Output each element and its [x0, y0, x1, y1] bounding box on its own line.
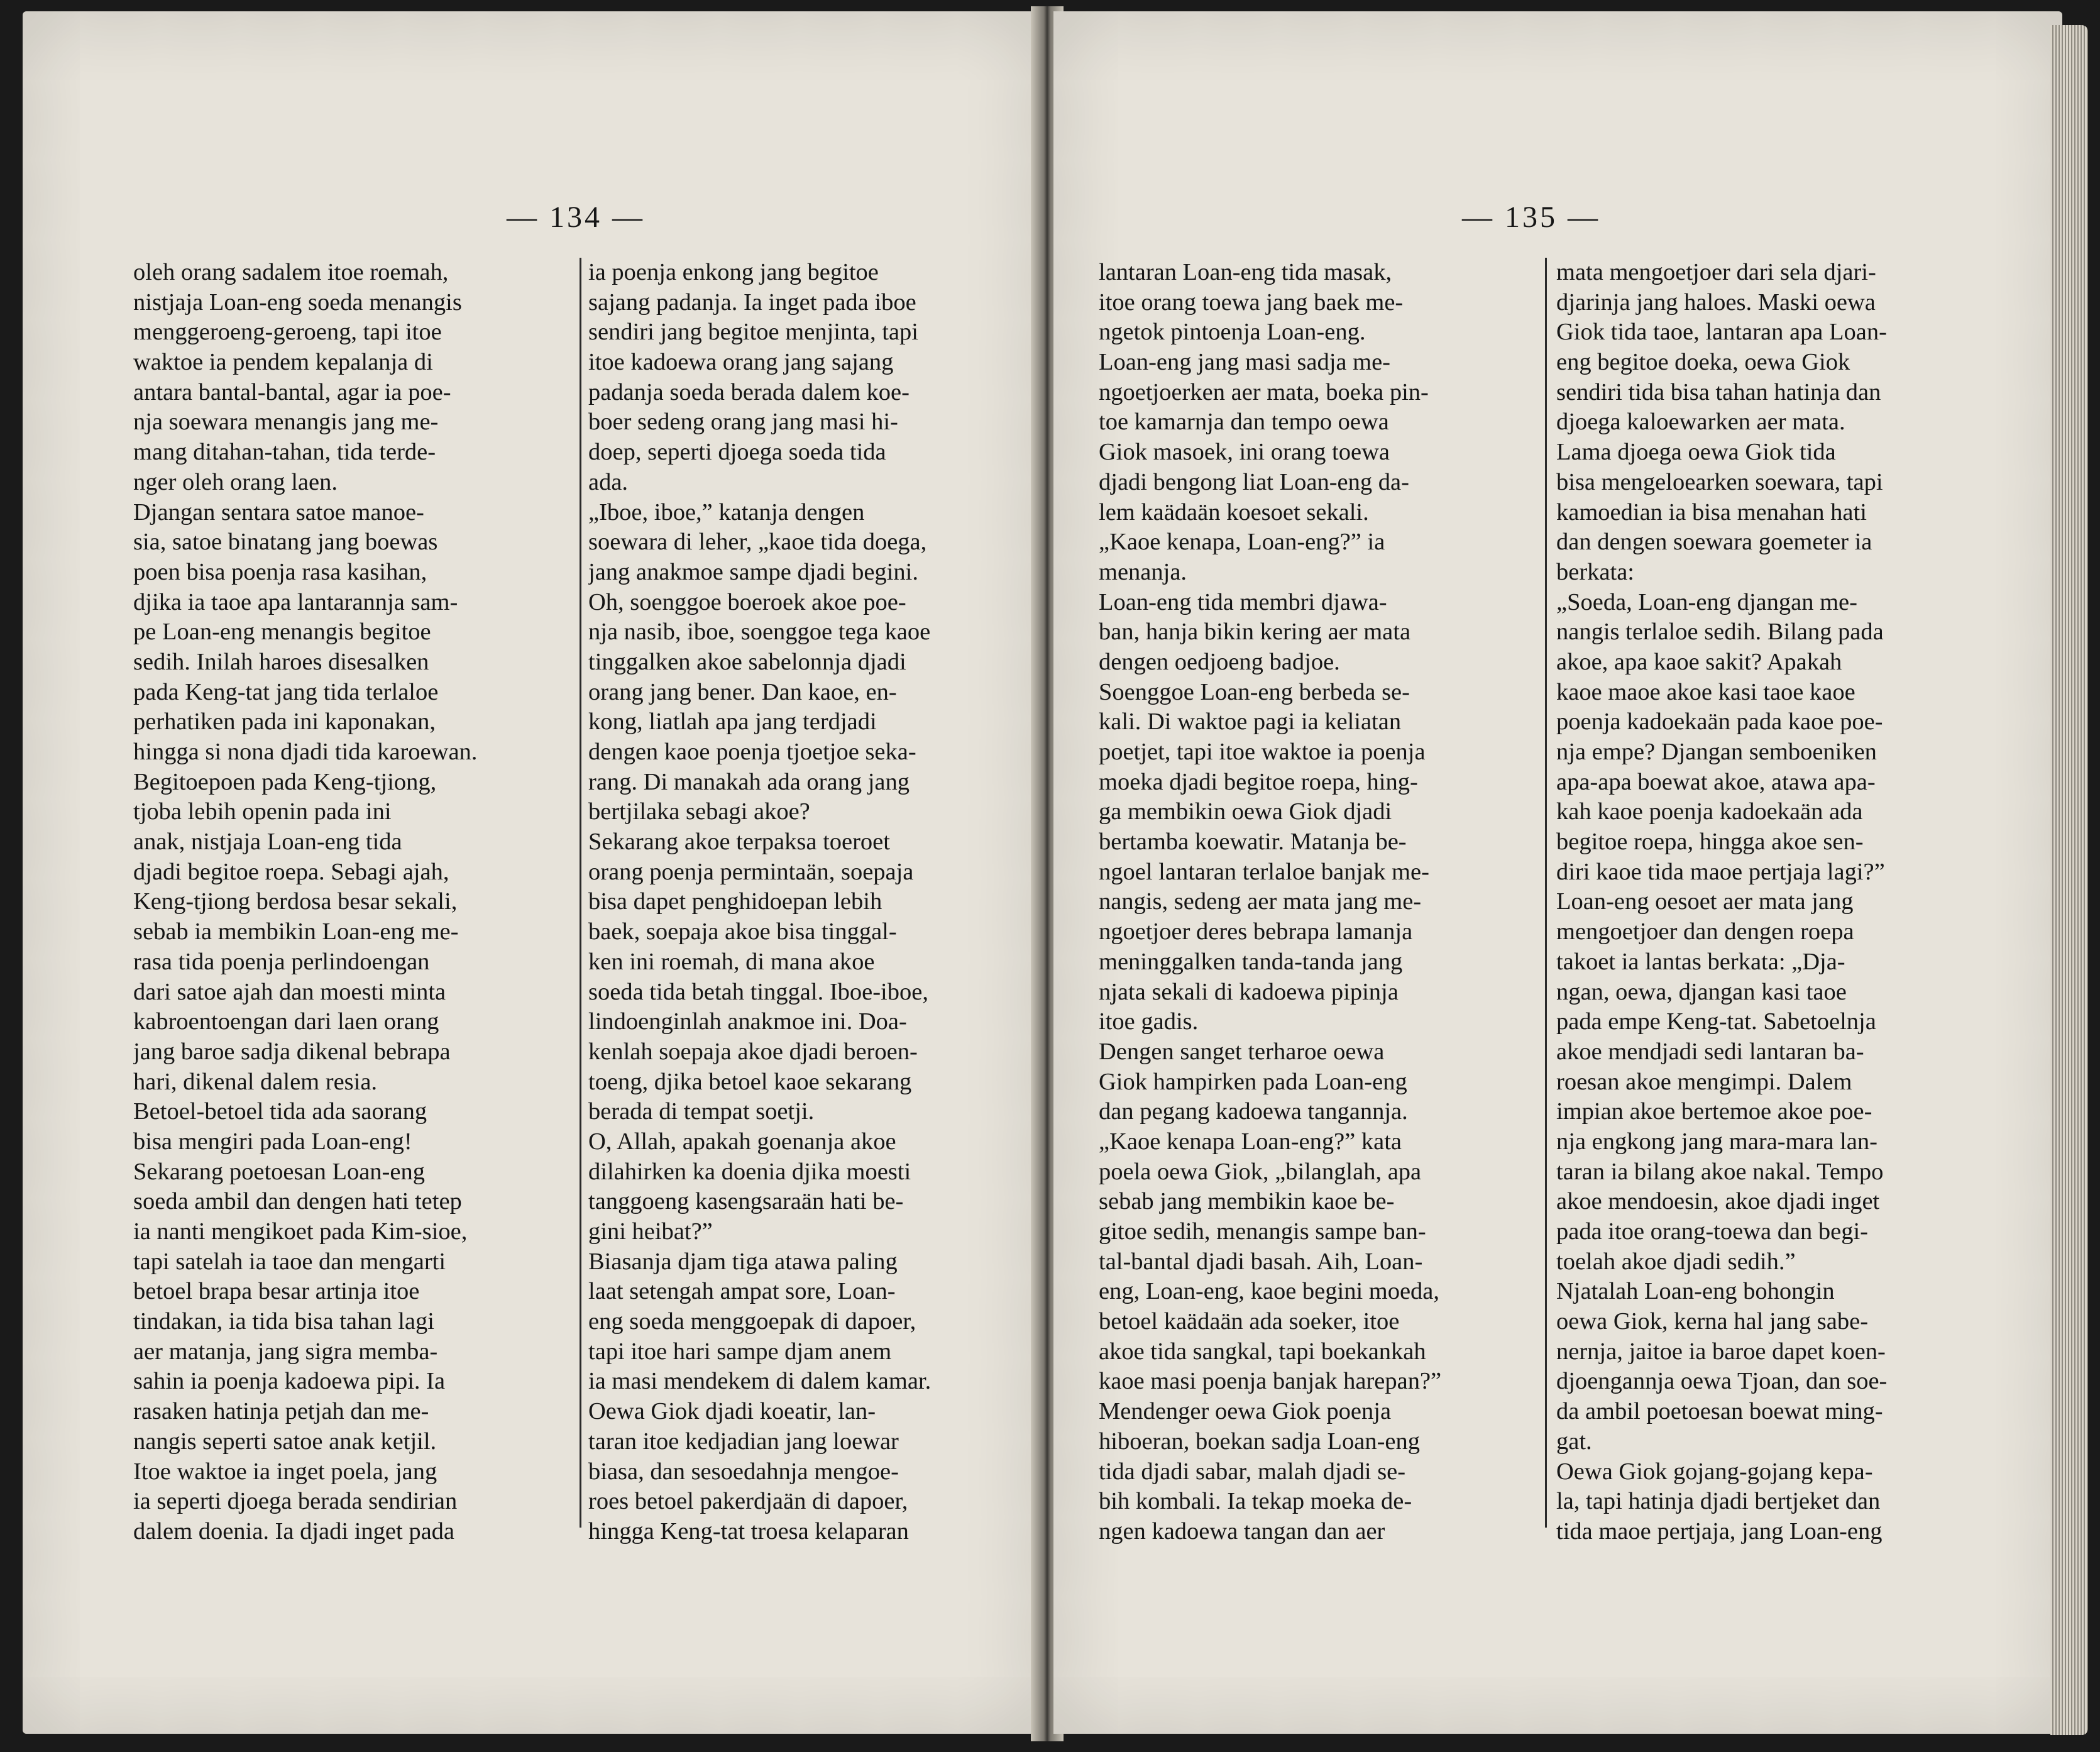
text-line: tanggoeng kasengsaraän hati be-: [588, 1188, 904, 1215]
text-line: bertamba koewatir. Matanja be-: [1099, 829, 1407, 856]
page-number-135: — 135 —: [1462, 201, 1600, 234]
text-line: nangis, sedeng aer mata jang me-: [1099, 888, 1422, 915]
text-line: sedih. Inilah haroes disesalken: [133, 648, 429, 675]
text-line: Giok hampirken pada Loan-eng: [1099, 1068, 1407, 1095]
text-line: tapi satelah ia taoe dan mengarti: [133, 1248, 446, 1275]
text-line: poen bisa poenja rasa kasihan,: [133, 558, 427, 585]
text-line: Dengen sanget terharoe oewa: [1099, 1038, 1385, 1065]
text-line: Lama djoega oewa Giok tida: [1556, 439, 1836, 466]
text-line: tal-bantal djadi basah. Aih, Loan-: [1099, 1248, 1423, 1275]
text-line: jang baroe sadja dikenal bebrapa: [133, 1038, 451, 1065]
text-line: ngetok pintoenja Loan-eng.: [1099, 319, 1366, 346]
text-line: anak, nistjaja Loan-eng tida: [133, 829, 402, 856]
text-line: kaoe masi poenja banjak harepan?”: [1099, 1368, 1442, 1395]
text-line: dan pegang kadoewa tangannja.: [1099, 1098, 1408, 1125]
text-line: meninggalken tanda-tanda jang: [1099, 948, 1403, 975]
text-line: djika ia taoe apa lantarannja sam-: [133, 588, 458, 615]
text-line: lem kaädaän koesoet sekali.: [1099, 499, 1369, 526]
text-line: akoe tida sangkal, tapi boekankah: [1099, 1338, 1426, 1365]
text-line: orang jang bener. Dan kaoe, en-: [588, 678, 897, 705]
text-line: Soenggoe Loan-eng berbeda se-: [1099, 678, 1410, 705]
text-line: Sekarang poetoesan Loan-eng: [133, 1158, 425, 1185]
text-line: menanja.: [1099, 558, 1187, 585]
text-line: rasa tida poenja perlindoengan: [133, 948, 430, 975]
text-line: nja engkong jang mara-mara lan-: [1556, 1128, 1877, 1155]
text-line: Giok masoek, ini orang toewa: [1099, 439, 1390, 466]
text-line: berada di tempat soetji.: [588, 1098, 815, 1125]
text-line: poela oewa Giok, „bilanglah, apa: [1099, 1158, 1422, 1185]
text-line: akoe, apa kaoe sakit? Apakah: [1556, 648, 1842, 675]
text-line: Oewa Giok djadi koeatir, lan-: [588, 1398, 876, 1425]
text-line: hiboeran, boekan sadja Loan-eng: [1099, 1428, 1420, 1455]
page-edges: [2050, 25, 2088, 1735]
right-page-column-2: [1556, 258, 1990, 1547]
text-line: akoe mendoesin, akoe djadi inget: [1556, 1188, 1880, 1215]
text-line: ia nanti mengikoet pada Kim-sioe,: [133, 1218, 468, 1245]
text-line: Loan-eng jang masi sadja me-: [1099, 349, 1390, 376]
text-line: poenja kadoekaän pada kaoe poe-: [1556, 708, 1883, 736]
text-line: taran itoe kedjadian jang loewar: [588, 1428, 899, 1455]
text-line: sebab jang membikin kaoe be-: [1099, 1188, 1395, 1215]
text-line: waktoe ia pendem kepalanja di: [133, 349, 433, 376]
text-line: tida djadi sabar, malah djadi se-: [1099, 1458, 1406, 1485]
text-line: antara bantal-bantal, agar ia poe-: [133, 378, 451, 405]
text-line: O, Allah, apakah goenanja akoe: [588, 1128, 896, 1155]
text-line: itoe orang toewa jang baek me-: [1099, 289, 1404, 316]
text-line: eng begitoe doeka, oewa Giok: [1556, 349, 1850, 376]
text-line: ngen kadoewa tangan dan aer: [1099, 1518, 1385, 1545]
text-line: nja empe? Djangan semboeniken: [1556, 739, 1877, 765]
text-line: nger oleh orang laen.: [133, 468, 338, 495]
text-line: betoel brapa besar artinja itoe: [133, 1278, 420, 1305]
text-line: takoet ia lantas berkata: „Dja-: [1556, 948, 1845, 975]
text-line: njata sekali di kadoewa pipinja: [1099, 978, 1399, 1005]
text-line: apa-apa boewat akoe, atawa apa-: [1556, 768, 1876, 795]
text-line: dengen kaoe poenja tjoetjoe seka-: [588, 739, 916, 765]
text-line: mengoetjoer dan dengen roepa: [1556, 918, 1854, 945]
text-line: dengen oedjoeng badjoe.: [1099, 648, 1340, 675]
text-line: djoengannja oewa Tjoan, dan soe-: [1556, 1368, 1888, 1395]
text-line: sahin ia poenja kadoewa pipi. Ia: [133, 1368, 446, 1395]
text-line: roesan akoe mengimpi. Dalem: [1556, 1068, 1852, 1095]
text-line: Betoel-betoel tida ada saorang: [133, 1098, 427, 1125]
text-line: ia masi mendekem di dalem kamar.: [588, 1368, 932, 1395]
text-line: sendiri jang begitoe menjinta, tapi: [588, 319, 918, 346]
text-line: kamoedian ia bisa menahan hati: [1556, 499, 1867, 526]
text-line: sendiri tida bisa tahan hatinja dan: [1556, 378, 1881, 405]
text-line: hingga si nona djadi tida karoewan.: [133, 739, 478, 765]
text-line: „Kaoe kenapa, Loan-eng?” ia: [1099, 529, 1385, 556]
text-line: oewa Giok, kerna hal jang sabe-: [1556, 1308, 1869, 1335]
text-line: poetjet, tapi itoe waktoe ia poenja: [1099, 739, 1426, 765]
text-line: nangis seperti satoe anak ketjil.: [133, 1428, 437, 1455]
text-line: Loan-eng tida membri djawa-: [1099, 588, 1387, 615]
text-line: dilahirken ka doenia djika moesti: [588, 1158, 911, 1185]
text-line: ban, hanja bikin kering aer mata: [1099, 619, 1411, 646]
text-line: begitoe roepa, hingga akoe sen-: [1556, 829, 1864, 856]
text-line: mang ditahan-tahan, tida terde-: [133, 439, 436, 466]
text-line: dalem doenia. Ia djadi inget pada: [133, 1518, 454, 1545]
text-line: Itoe waktoe ia inget poela, jang: [133, 1458, 437, 1485]
text-line: soeda tida betah tinggal. Iboe-iboe,: [588, 978, 928, 1005]
text-line: akoe mendjadi sedi lantaran ba-: [1556, 1038, 1864, 1065]
text-line: hingga Keng-tat troesa kelaparan: [588, 1518, 909, 1545]
text-line: ngoetjoer deres bebrapa lamanja: [1099, 918, 1413, 945]
text-line: ngan, oewa, djangan kasi taoe: [1556, 978, 1847, 1005]
text-line: bisa mengiri pada Loan-eng!: [133, 1128, 412, 1155]
text-line: toeng, djika betoel kaoe sekarang: [588, 1068, 912, 1095]
text-line: bertjilaka sebagi akoe?: [588, 798, 810, 825]
text-line: ngoel lantaran terlaloe banjak me-: [1099, 858, 1429, 885]
column-rule: [1545, 258, 1547, 1528]
text-line: nistjaja Loan-eng soeda menangis: [133, 289, 462, 316]
text-line: pada Keng-tat jang tida terlaloe: [133, 678, 439, 705]
text-line: ngoetjoerken aer mata, boeka pin-: [1099, 378, 1429, 405]
left-page-column-1: [133, 258, 573, 1547]
text-line: „Iboe, iboe,” katanja dengen: [588, 499, 865, 526]
text-line: kabroentoengan dari laen orang: [133, 1008, 439, 1035]
text-line: eng soeda menggoepak di dapoer,: [588, 1308, 916, 1335]
text-line: gat.: [1556, 1428, 1592, 1455]
text-line: dari satoe ajah dan moesti minta: [133, 978, 446, 1005]
left-page: [23, 11, 1041, 1734]
text-line: moeka djadi begitoe roepa, hing-: [1099, 768, 1418, 795]
text-line: ia poenja enkong jang begitoe: [588, 259, 879, 285]
text-line: nja nasib, iboe, soenggoe tega kaoe: [588, 619, 931, 646]
text-line: djoega kaloewarken aer mata.: [1556, 409, 1845, 436]
text-line: orang poenja permintaän, soepaja: [588, 858, 914, 885]
text-line: Sekarang akoe terpaksa toeroet: [588, 829, 890, 856]
text-line: djadi begitoe roepa. Sebagi ajah,: [133, 858, 449, 885]
left-page-column-2: [588, 258, 1016, 1547]
text-line: doep, seperti djoega soeda tida: [588, 439, 886, 466]
text-line: pada empe Keng-tat. Sabetoelnja: [1556, 1008, 1876, 1035]
text-line: la, tapi hatinja djadi bertjeket dan: [1556, 1488, 1881, 1515]
right-page: [1053, 11, 2062, 1734]
text-line: dan dengen soewara goemeter ia: [1556, 529, 1872, 556]
text-line: „Kaoe kenapa Loan-eng?” kata: [1099, 1128, 1402, 1155]
text-line: oleh orang sadalem itoe roemah,: [133, 259, 449, 285]
text-line: „Soeda, Loan-eng djangan me-: [1556, 588, 1857, 615]
text-line: rang. Di manakah ada orang jang: [588, 768, 910, 795]
text-line: ga membikin oewa Giok djadi: [1099, 798, 1392, 825]
text-line: pada itoe orang-toewa dan begi-: [1556, 1218, 1869, 1245]
text-line: Njatalah Loan-eng bohongin: [1556, 1278, 1835, 1305]
text-line: nernja, jaitoe ia baroe dapet koen-: [1556, 1338, 1886, 1365]
text-line: gini heibat?”: [588, 1218, 713, 1245]
text-line: perhatiken pada ini kaponakan,: [133, 708, 436, 736]
text-line: aer matanja, jang sigra memba-: [133, 1338, 438, 1365]
text-line: tindakan, ia tida bisa tahan lagi: [133, 1308, 434, 1335]
text-line: rasaken hatinja petjah dan me-: [133, 1398, 429, 1425]
text-line: betoel kaädaän ada soeker, itoe: [1099, 1308, 1400, 1335]
text-line: Giok tida taoe, lantaran apa Loan-: [1556, 319, 1887, 346]
text-line: laat setengah ampat sore, Loan-: [588, 1278, 896, 1305]
text-line: taran ia bilang akoe nakal. Tempo: [1556, 1158, 1884, 1185]
text-line: eng, Loan-eng, kaoe begini moeda,: [1099, 1278, 1440, 1305]
column-rule: [580, 258, 581, 1528]
text-line: djarinja jang haloes. Maski oewa: [1556, 289, 1876, 316]
text-line: pe Loan-eng menangis begitoe: [133, 619, 431, 646]
text-line: mata mengoetjoer dari sela djari-: [1556, 259, 1876, 285]
text-line: jang anakmoe sampe djadi begini.: [588, 558, 918, 585]
text-line: gitoe sedih, menangis sampe ban-: [1099, 1218, 1426, 1245]
text-line: kong, liatlah apa jang terdjadi: [588, 708, 877, 736]
text-line: kali. Di waktoe pagi ia keliatan: [1099, 708, 1402, 736]
text-line: toelah akoe djadi sedih.”: [1556, 1248, 1796, 1275]
text-line: ada.: [588, 468, 629, 495]
text-line: soewara di leher, „kaoe tida doega,: [588, 529, 927, 556]
text-line: Mendenger oewa Giok poenja: [1099, 1398, 1392, 1425]
text-line: Keng-tjiong berdosa besar sekali,: [133, 888, 458, 915]
text-line: lindoenginlah anakmoe ini. Doa-: [588, 1008, 907, 1035]
text-line: tjoba lebih openin pada ini: [133, 798, 392, 825]
text-line: diri kaoe tida maoe pertjaja lagi?”: [1556, 858, 1885, 885]
text-line: menggeroeng-geroeng, tapi itoe: [133, 319, 442, 346]
text-line: Djangan sentara satoe manoe-: [133, 499, 424, 526]
text-line: impian akoe bertemoe akoe poe-: [1556, 1098, 1872, 1125]
text-line: boer sedeng orang jang masi hi-: [588, 409, 898, 436]
text-line: toe kamarnja dan tempo oewa: [1099, 409, 1389, 436]
text-line: Biasanja djam tiga atawa paling: [588, 1248, 898, 1275]
text-line: ia seperti djoega berada sendirian: [133, 1488, 458, 1515]
text-line: roes betoel pakerdjaän di dapoer,: [588, 1488, 908, 1515]
text-line: biasa, dan sesoedahnja mengoe-: [588, 1458, 899, 1485]
text-line: kaoe maoe akoe kasi taoe kaoe: [1556, 678, 1855, 705]
text-line: djadi bengong liat Loan-eng da-: [1099, 468, 1409, 495]
text-line: bisa mengeloearken soewara, tapi: [1556, 468, 1883, 495]
text-line: ken ini roemah, di mana akoe: [588, 948, 875, 975]
text-line: tinggalken akoe sabelonnja djadi: [588, 648, 906, 675]
text-line: soeda ambil dan dengen hati tetep: [133, 1188, 462, 1215]
text-line: nja soewara menangis jang me-: [133, 409, 439, 436]
text-line: nangis terlaloe sedih. Bilang pada: [1556, 619, 1884, 646]
text-line: Begitoepoen pada Keng-tjiong,: [133, 768, 437, 795]
text-line: Oh, soenggoe boeroek akoe poe-: [588, 588, 906, 615]
text-line: kah kaoe poenja kadoekaän ada: [1556, 798, 1863, 825]
text-line: lantaran Loan-eng tida masak,: [1099, 259, 1392, 285]
text-line: sajang padanja. Ia inget pada iboe: [588, 289, 916, 316]
text-line: tida maoe pertjaja, jang Loan-eng: [1556, 1518, 1883, 1545]
text-line: Oewa Giok gojang-gojang kepa-: [1556, 1458, 1873, 1485]
text-line: baek, soepaja akoe bisa tinggal-: [588, 918, 897, 945]
text-line: padanja soeda berada dalem koe-: [588, 378, 910, 405]
right-page-column-1: [1099, 258, 1539, 1547]
text-line: hari, dikenal dalem resia.: [133, 1068, 378, 1095]
text-line: Loan-eng oesoet aer mata jang: [1556, 888, 1854, 915]
text-line: itoe gadis.: [1099, 1008, 1199, 1035]
text-line: tapi itoe hari sampe djam anem: [588, 1338, 892, 1365]
text-line: sia, satoe binatang jang boewas: [133, 529, 438, 556]
text-line: bisa dapet penghidoepan lebih: [588, 888, 882, 915]
text-line: berkata:: [1556, 558, 1634, 585]
text-line: bih kombali. Ia tekap moeka de-: [1099, 1488, 1412, 1515]
text-line: kenlah soepaja akoe djadi beroen-: [588, 1038, 918, 1065]
text-line: sebab ia membikin Loan-eng me-: [133, 918, 459, 945]
text-line: itoe kadoewa orang jang sajang: [588, 349, 894, 376]
page-number-134: — 134 —: [507, 201, 645, 234]
text-line: da ambil poetoesan boewat ming-: [1556, 1398, 1883, 1425]
